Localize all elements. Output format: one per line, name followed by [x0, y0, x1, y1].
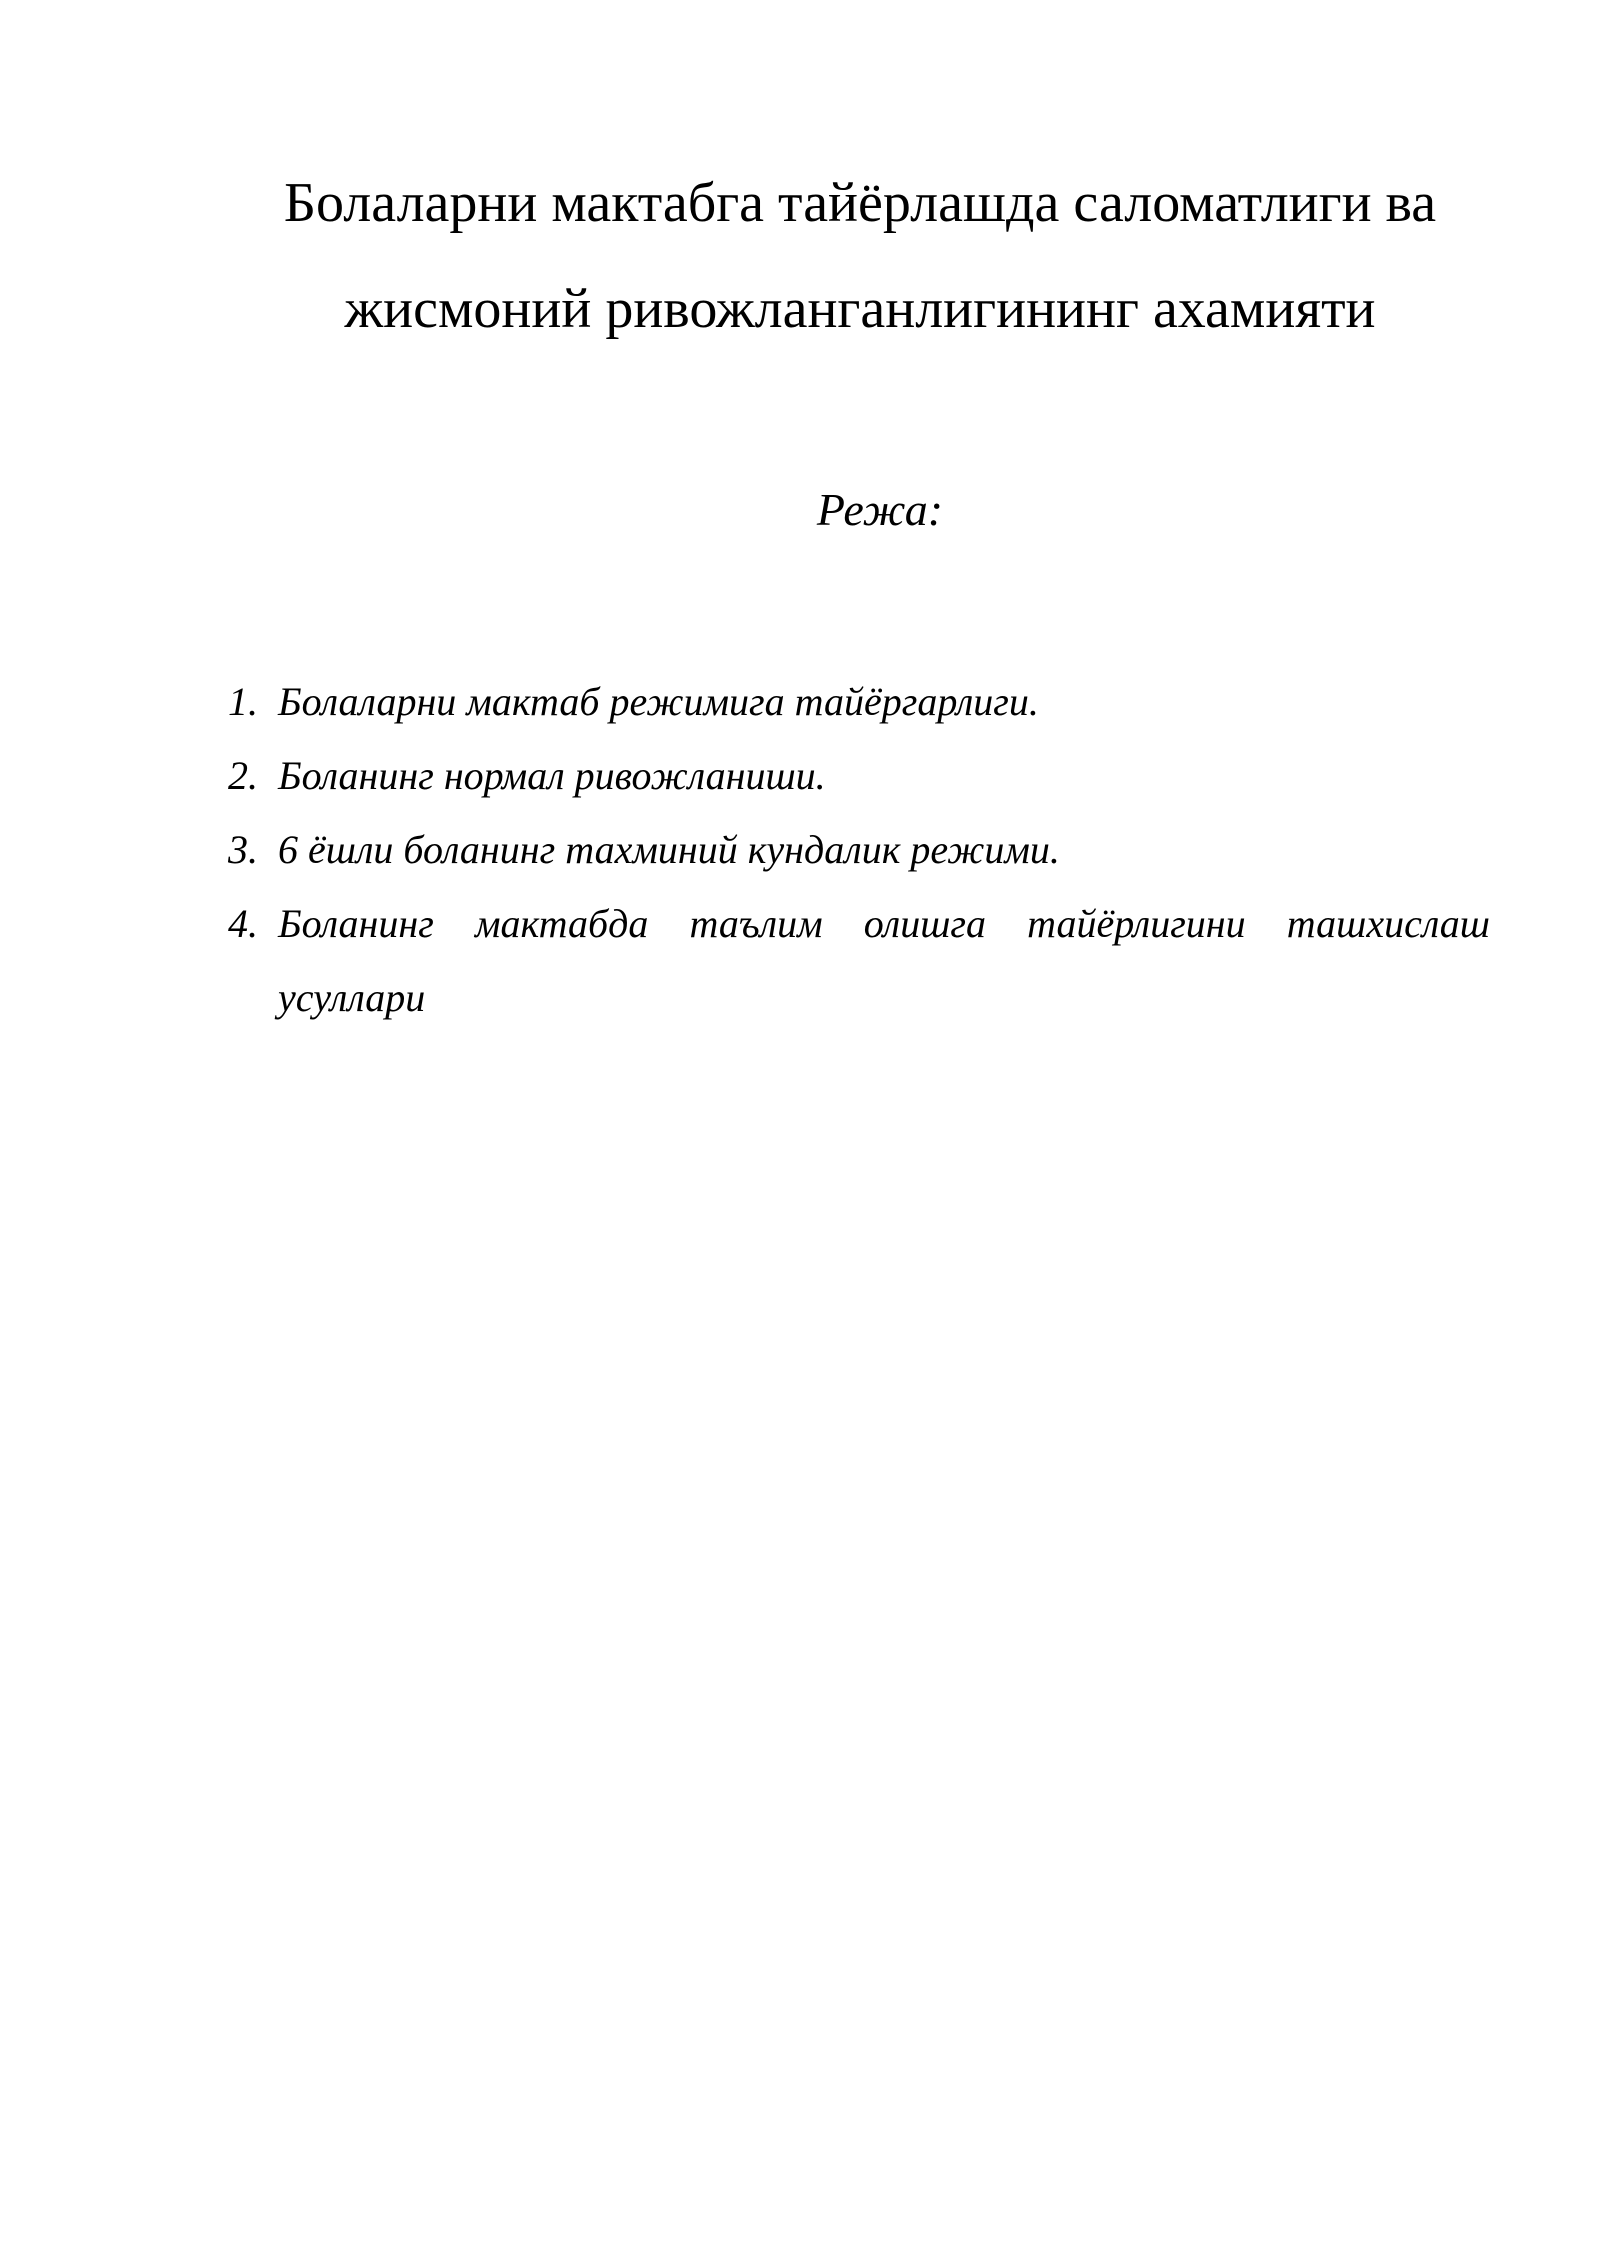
plan-item-number: 2.	[228, 753, 258, 798]
document-title-line-2: жисмоний ривожланганлигининг ахамияти	[344, 278, 1376, 340]
plan-item	[228, 813, 1490, 887]
document-title	[230, 150, 1490, 362]
plan-item	[228, 739, 1490, 813]
plan-item-number: 3.	[228, 827, 258, 872]
plan-item	[228, 665, 1490, 739]
plan-item-text: Боланинг нормал ривожланиши.	[278, 753, 826, 798]
document-title-line-1: Болаларни мактабга тайёрлашда саломатлиги ва	[283, 172, 1437, 234]
plan-list	[228, 665, 1490, 1035]
plan-item-number: 1.	[228, 679, 258, 724]
plan-item	[228, 887, 1490, 1035]
plan-item-number: 4.	[228, 901, 258, 946]
plan-item-text: 6 ёшли боланинг тахминий кундалик режими.	[278, 827, 1060, 872]
plan-item-text: Болаларни мактаб режимига тайёргарлиги.	[278, 679, 1039, 724]
plan-heading: Режа:	[816, 484, 944, 535]
plan-item-text: Боланинг мактабда таълим олишга тайёрлигини ташхислаш усуллари	[278, 901, 1490, 1020]
